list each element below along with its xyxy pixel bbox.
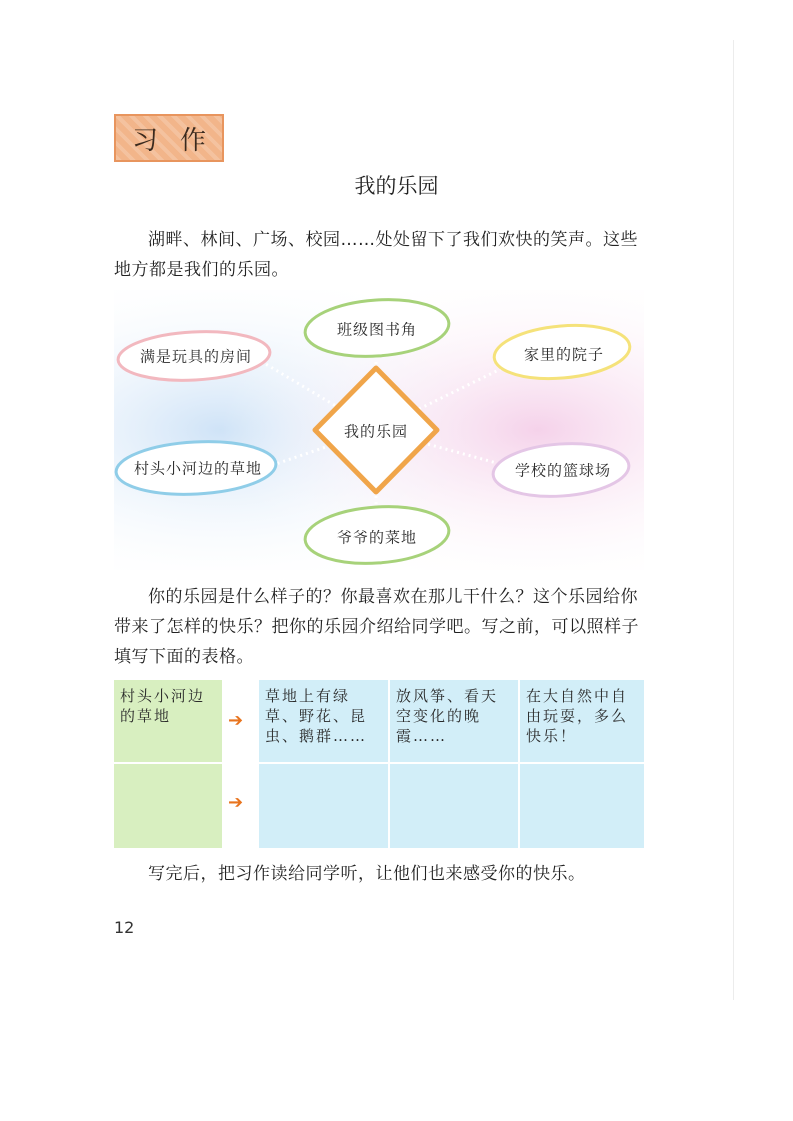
closing-paragraph: 写完后，把习作读给同学听，让他们也来感受你的快乐。: [148, 864, 586, 884]
node-left-top: 满是玩具的房间: [139, 347, 253, 366]
paradise-diagram: [114, 290, 644, 570]
page-title: 我的乐园: [354, 174, 439, 198]
cell-do-empty: [390, 764, 518, 848]
cell-place: 村头小河边的草地: [114, 680, 222, 762]
cell-do: 放风筝、看天空变化的晚霞……: [390, 680, 518, 762]
node-right-bottom: 学校的篮球场: [514, 461, 612, 480]
cell-place-empty: [114, 764, 222, 848]
cell-what-empty: [259, 764, 388, 848]
badge-char-2: 作: [180, 125, 207, 156]
page-number: 12: [114, 918, 135, 937]
section-badge: [114, 114, 224, 162]
prompt-paragraph: 你的乐园是什么样子的？你最喜欢在那儿干什么？这个乐园给你带来了怎样的快乐？把你的乐园介绍给同学吧。写之前，可以照样子填写下面的表格。: [114, 587, 639, 667]
cell-feel: 在大自然中自由玩耍，多么快乐！: [520, 680, 644, 762]
badge-char-1: 习: [131, 125, 158, 156]
arrow-icon: ➔: [228, 710, 244, 731]
node-center: 我的乐园: [343, 422, 409, 441]
node-left-bottom: 村头小河边的草地: [133, 459, 263, 478]
cell-feel-empty: [520, 764, 644, 848]
cell-what: 草地上有绿草、野花、昆虫、鹅群……: [259, 680, 388, 762]
planning-table: [114, 680, 644, 848]
node-top: 班级图书角: [336, 320, 418, 339]
node-bottom: 爷爷的菜地: [336, 528, 418, 547]
node-right-top: 家里的院子: [523, 345, 605, 364]
arrow-icon: ➔: [228, 792, 244, 813]
intro-paragraph: 湖畔、林间、广场、校园……处处留下了我们欢快的笑声。这些地方都是我们的乐园。: [114, 230, 638, 280]
